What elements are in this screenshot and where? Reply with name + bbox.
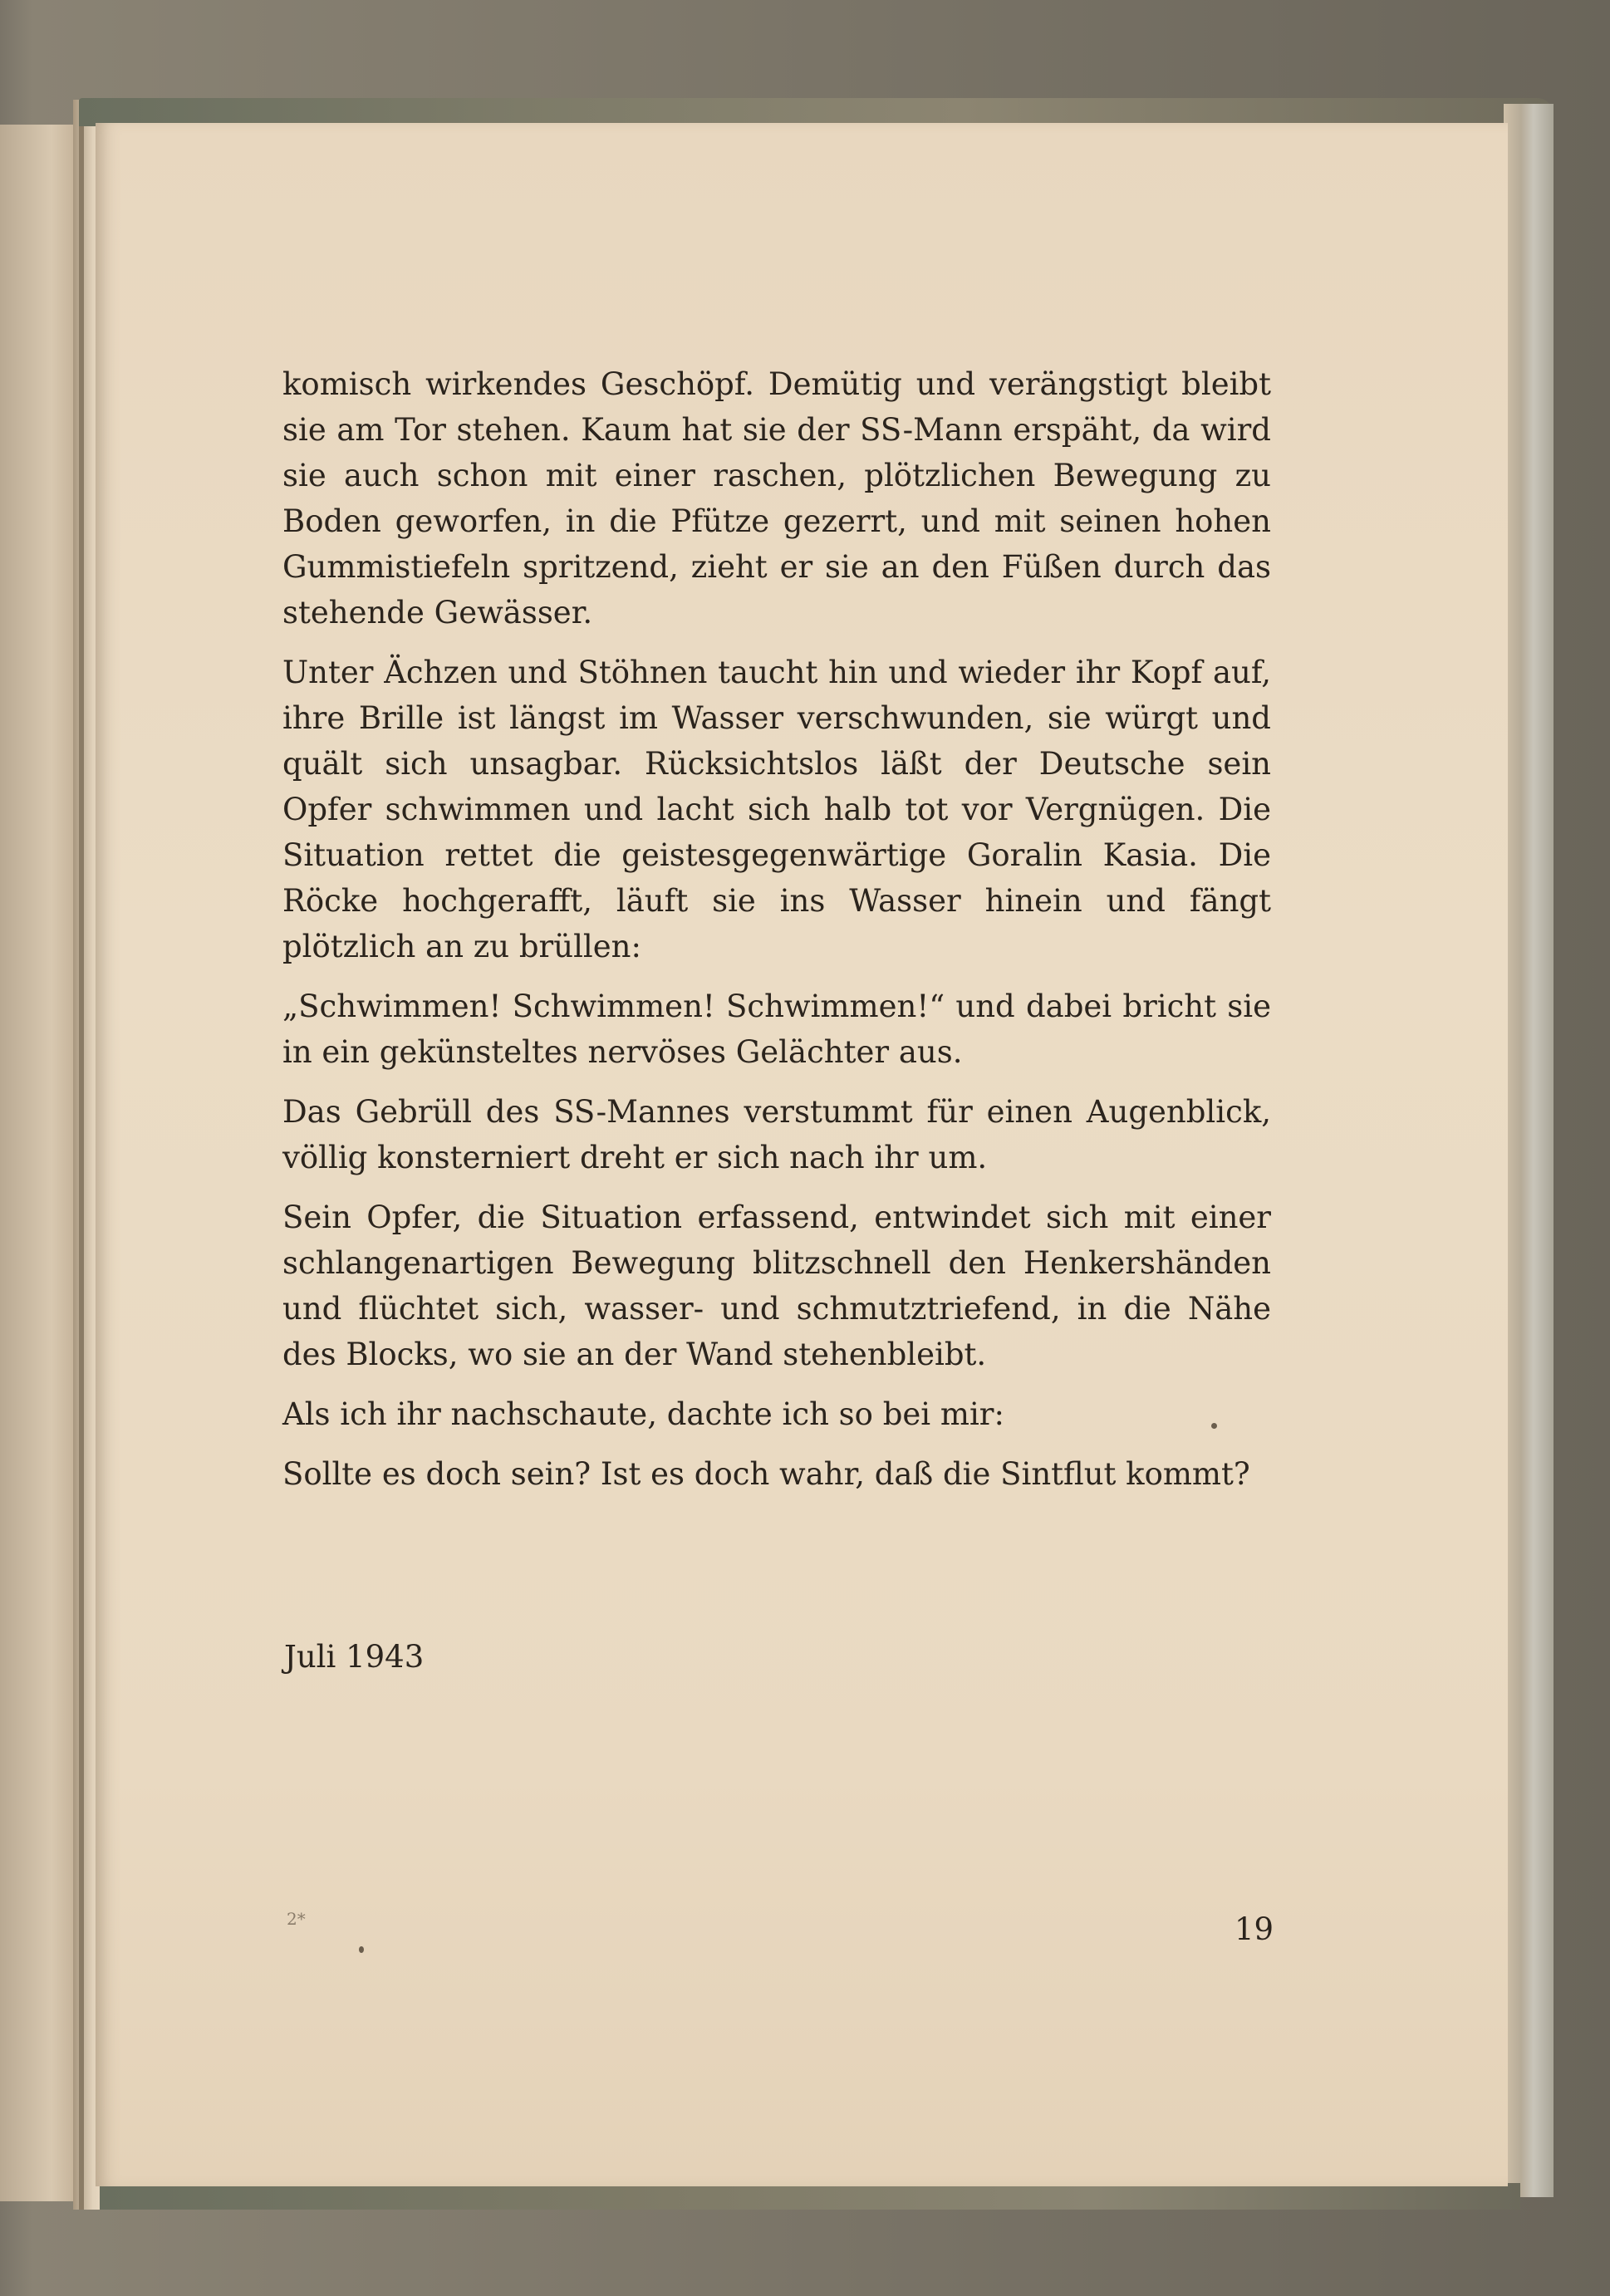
cover-bottom-edge (100, 2183, 1520, 2210)
paragraph: Unter Ächzen und Stöhnen taucht hin und wieder ihr Kopf auf, ihre Brille ist längst im Wasser verschwunden, sie würgt und quält sich unsagbar. Rücksichtslos läßt der Deutsche sein Opfer schwimmen und lacht sich halb tot vor Vergnügen. Die Situation rettet die geistesgegenwärtige Goralin Kasia. Die Röcke hochgerafft, läuft sie ins Wasser hinein und fängt plötzlich an zu brüllen: (282, 655, 1271, 964)
paragraph: Sein Opfer, die Situation erfassend, entwindet sich mit einer schlangenartigen Bewegung blitzschnell den Henkershänden und flüchtet sich, wasser- und schmutztriefend, in die Nähe des Blocks, wo sie an der Wand stehenbleibt. (282, 1200, 1271, 1372)
paragraph: „Schwimmen! Schwimmen! Schwimmen!“ und dabei bricht sie in ein gekünsteltes nervöses Gelächter aus. (282, 989, 1271, 1070)
date-line: Juli 1943 (284, 1639, 425, 1675)
paragraph: komisch wirkendes Geschöpf. Demütig und verängstigt bleibt sie am Tor stehen. Kaum hat sie der SS-Mann erspäht, da wird sie auch schon mit einer raschen, plötzlichen Bewegung zu Boden geworfen, in die Pfütze gezerrt, und mit seinen hohen Gummistiefeln spritzend, zieht er sie an den Füßen durch das stehende Gewässer. (282, 366, 1271, 630)
cover-top-edge (79, 98, 1554, 126)
paragraph: Als ich ihr nachschaute, dachte ich so bei mir: (282, 1396, 1004, 1432)
printer-signature-mark: 2* (287, 1909, 306, 1929)
paper-speck (359, 1946, 364, 1953)
paragraph: Das Gebrüll des SS-Mannes verstummt für einen Augenblick, völlig konsterniert dreht er sich nach ihr um. (282, 1094, 1271, 1175)
gutter-shadow (79, 100, 84, 2210)
cover-right-edge (1504, 104, 1554, 2197)
facing-page-edge (0, 125, 76, 2201)
body-text (282, 361, 1271, 1511)
paragraph: Sollte es doch sein? Ist es doch wahr, daß die Sintflut kommt? (282, 1456, 1250, 1492)
page-number: 19 (1234, 1911, 1274, 1947)
